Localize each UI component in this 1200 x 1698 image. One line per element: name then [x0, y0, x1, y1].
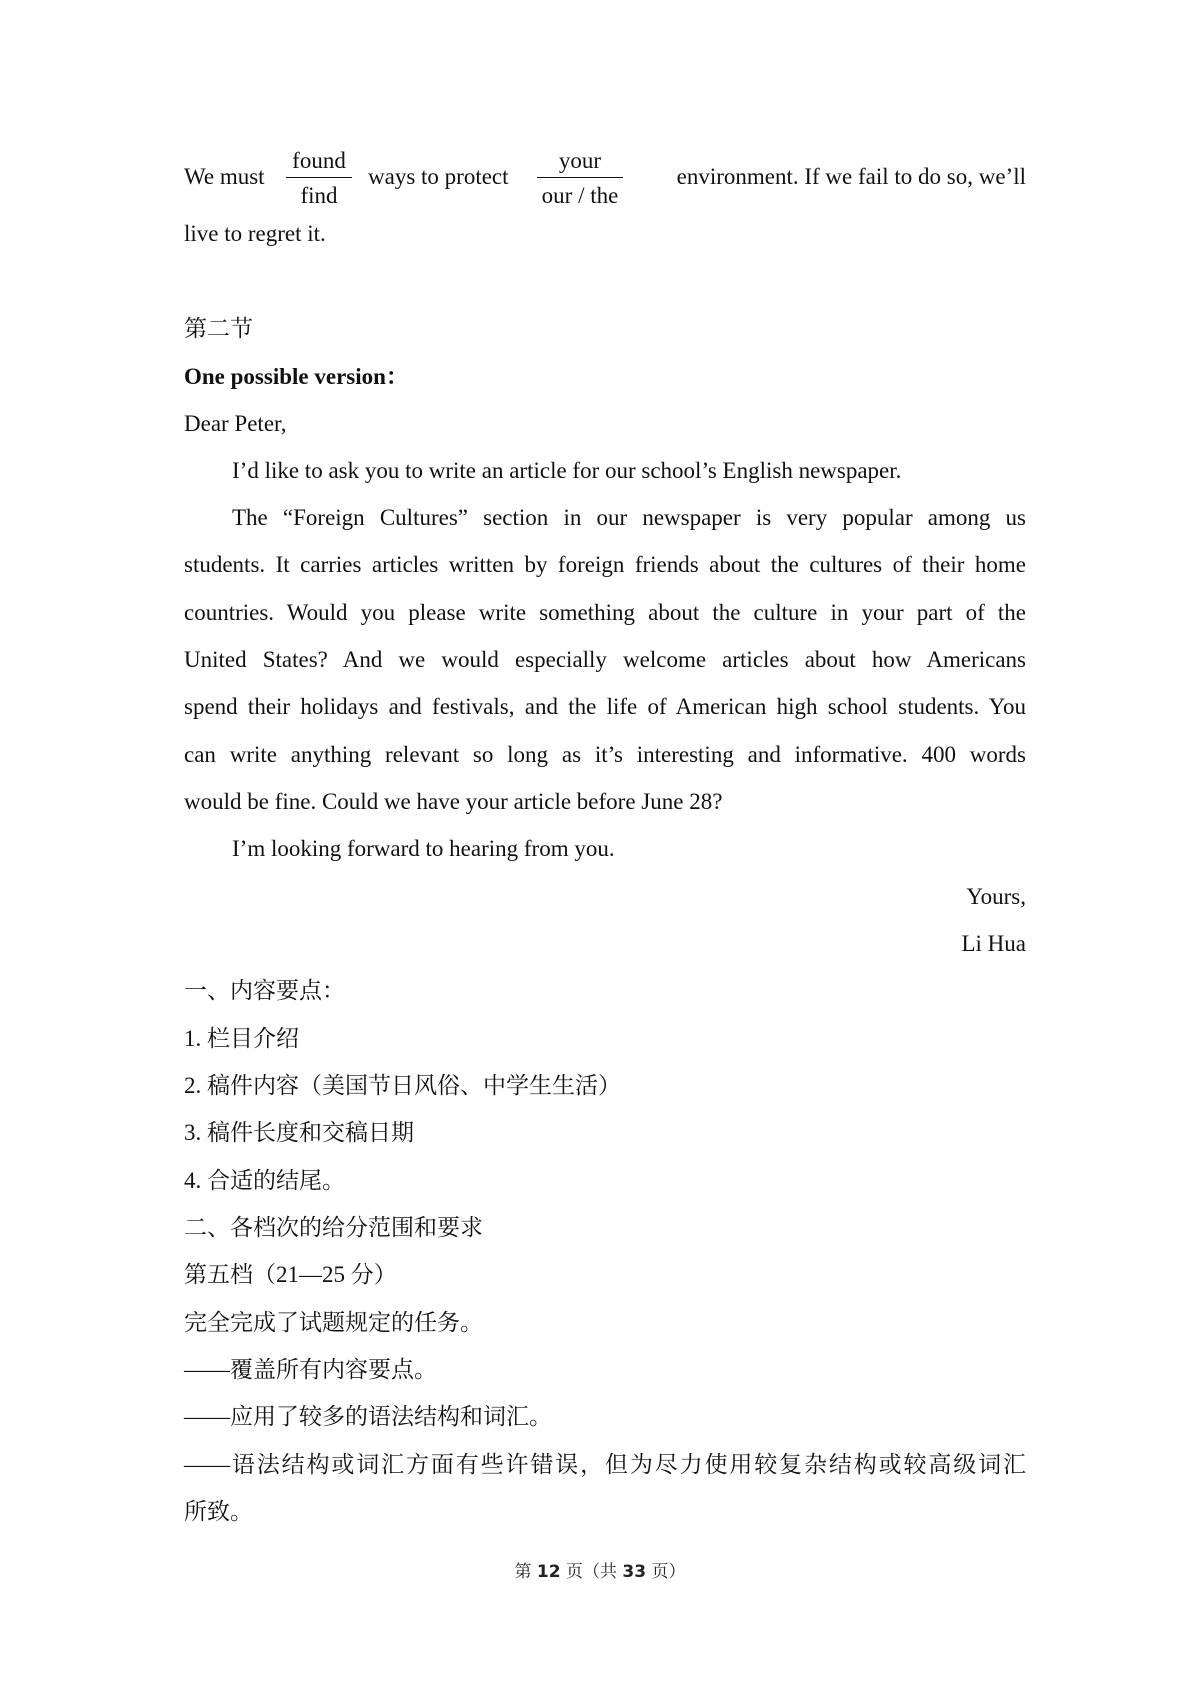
sentence-line-2: live to regret it.	[184, 221, 326, 246]
letter-paragraph-2-line: The “Foreign Cultures” section in our newspaper is very popular among us	[232, 505, 1026, 530]
grading-heading: 二、各档次的给分范围和要求	[184, 1215, 483, 1240]
answer-blank-2	[537, 147, 623, 210]
sentence-we-must: We must	[184, 164, 265, 189]
section-heading: 第二节	[184, 316, 253, 341]
letter-paragraph-2-line: United States? And we would especially welcome articles about how Americans	[184, 647, 1026, 672]
letter-paragraph-2-line: can write anything relevant so long as it’s interesting and informative. 400 words	[184, 742, 1026, 767]
grading-bullet: ——覆盖所有内容要点。	[184, 1357, 437, 1382]
grading-level-description: 完全完成了试题规定的任务。	[184, 1310, 483, 1335]
grading-bullet-long-line-2: 所致。	[184, 1499, 253, 1524]
footer-suffix: 页）	[651, 1562, 686, 1582]
sentence-ways-to-protect: ways to protect	[368, 164, 509, 189]
grading-bullet: ——应用了较多的语法结构和词汇。	[184, 1404, 552, 1429]
answer-blank-1	[286, 147, 352, 210]
page-footer	[0, 1560, 1200, 1584]
footer-middle: 页（共	[566, 1562, 617, 1582]
letter-paragraph-2-line: would be fine. Could we have your article before June 28?	[184, 789, 723, 814]
grading-bullet-long-line-1: ——语法结构或词汇方面有些许错误，但为尽力使用较复杂结构或较高级词汇	[184, 1452, 1026, 1477]
answer-correct-1: find	[300, 183, 338, 208]
content-points-heading: 一、内容要点：	[184, 978, 345, 1003]
letter-closing: Yours,	[966, 884, 1026, 909]
letter-paragraph-2-line: countries. Would you please write something about the culture in your part of the	[184, 600, 1026, 625]
answer-wrong-1: found	[292, 148, 346, 173]
content-point-item: 1. 栏目介绍	[184, 1026, 299, 1051]
content-point-item: 3. 稿件长度和交稿日期	[184, 1120, 414, 1145]
version-heading: One possible version：	[184, 364, 409, 389]
answer-correct-2: our / the	[541, 183, 619, 208]
content-point-item: 2. 稿件内容（美国节日风俗、中学生生活）	[184, 1073, 621, 1098]
letter-paragraph-1: I’d like to ask you to write an article for our school’s English newspaper.	[232, 458, 902, 483]
content-point-item: 4. 合适的结尾。	[184, 1168, 345, 1193]
answer-wrong-2: your	[558, 148, 602, 173]
letter-paragraph-2-line: students. It carries articles written by foreign friends about the cultures of their home	[184, 552, 1026, 577]
grading-level-heading: 第五档（21—25 分）	[184, 1262, 397, 1287]
footer-page-number: 12	[536, 1562, 561, 1582]
footer-total-pages: 33	[622, 1562, 647, 1582]
letter-greeting: Dear Peter,	[184, 411, 287, 436]
letter-paragraph-3: I’m looking forward to hearing from you.	[232, 836, 615, 861]
answer-divider-2	[537, 177, 623, 178]
sentence-environment: environment. If we fail to do so, we’ll	[676, 164, 1026, 189]
letter-paragraph-2-line: spend their holidays and festivals, and the life of American high school students. You	[184, 694, 1026, 719]
answer-divider-1	[286, 177, 352, 178]
footer-prefix: 第	[514, 1562, 532, 1582]
letter-signature: Li Hua	[961, 931, 1026, 956]
